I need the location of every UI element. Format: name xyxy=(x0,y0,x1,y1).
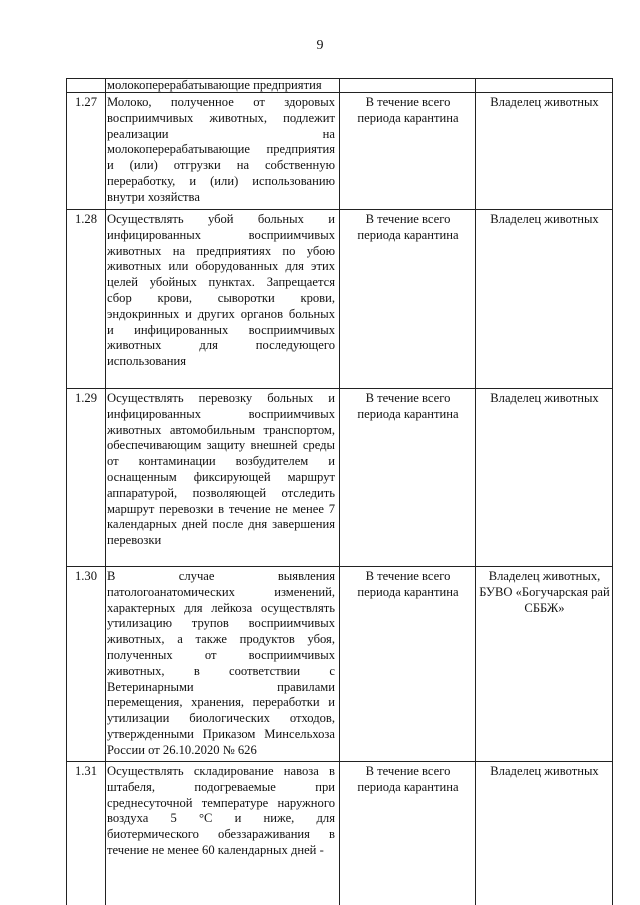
period-text: В течение всего периода карантина xyxy=(357,764,459,794)
measure-text: Осуществлять убой больных и инфицированных восприимчивых животных на предприятиях по убою животных или оборудованных для этих целей убойных пунктах. Запрещается сбор крови, сыворотки крови, эндокринных и других органов больных и инфицированных восприимчивых животных для последующего использования xyxy=(107,212,335,369)
row-divider xyxy=(67,388,612,389)
measure-text: Осуществлять складирование навоза в штабеля, подогреваемые при среднесуточной температуре наружного воздуха 5 °С и ниже, для биотермического обеззараживания в течение не менее 60 календарных дней - xyxy=(107,764,335,857)
responsible-text: Владелец животных xyxy=(490,764,599,778)
responsible-text: Владелец животных xyxy=(490,95,599,109)
continued-text: молокоперерабатывающие предприятия xyxy=(107,78,322,92)
measure-text: Молоко, полученное от здоровых восприимчивых животных, подлежит реализации на молокоперерабатывающие предприятия и (или) отгрузки на собственную переработку, и (или) использованию внутри хозяйства xyxy=(107,95,335,204)
row-divider xyxy=(67,761,612,762)
measure-text: Осуществлять перевозку больных и инфицированных восприимчивых животных автомобильным транспортом, обеспечивающим защиту внешней среды от контаминации возбудителем и оснащенным фиксирующей маршрут аппаратурой, позволяющей отследить маршрут перевозки в течение не менее 7 календарных дней после дня завершения перевозки xyxy=(107,391,335,548)
column-divider xyxy=(105,79,106,905)
row-number: 1.31 xyxy=(74,764,98,778)
column-divider xyxy=(339,79,340,905)
row-divider xyxy=(67,566,612,567)
page-number: 9 xyxy=(316,38,324,53)
period-text: В течение всего периода карантина xyxy=(357,212,459,242)
measures-table xyxy=(66,78,613,905)
responsible-text: Владелец животных, БУВО «Богучарская рай СББЖ» xyxy=(479,569,610,615)
period-text: В течение всего периода карантина xyxy=(357,569,459,599)
column-divider xyxy=(475,79,476,905)
row-number: 1.29 xyxy=(74,391,98,405)
row-number: 1.30 xyxy=(74,569,98,583)
row-number: 1.28 xyxy=(74,212,98,226)
row-divider xyxy=(67,209,612,210)
period-text: В течение всего периода карантина xyxy=(357,95,459,125)
period-text: В течение всего периода карантина xyxy=(357,391,459,421)
row-number: 1.27 xyxy=(74,95,98,109)
responsible-text: Владелец животных xyxy=(490,391,599,405)
measure-text: В случае выявления патологоанатомических изменений, характерных для лейкоза осуществлять утилизацию трупов восприимчивых животных, а также продуктов убоя, полученных от восприимчивых животных, в соответствии с Ветеринарными правилами перемещения, хранения, переработки и утилизации биологических отходов, утвержденными Приказом Минсельхоза России от 26.10.2020 № 626 xyxy=(107,569,335,757)
responsible-text: Владелец животных xyxy=(490,212,599,226)
